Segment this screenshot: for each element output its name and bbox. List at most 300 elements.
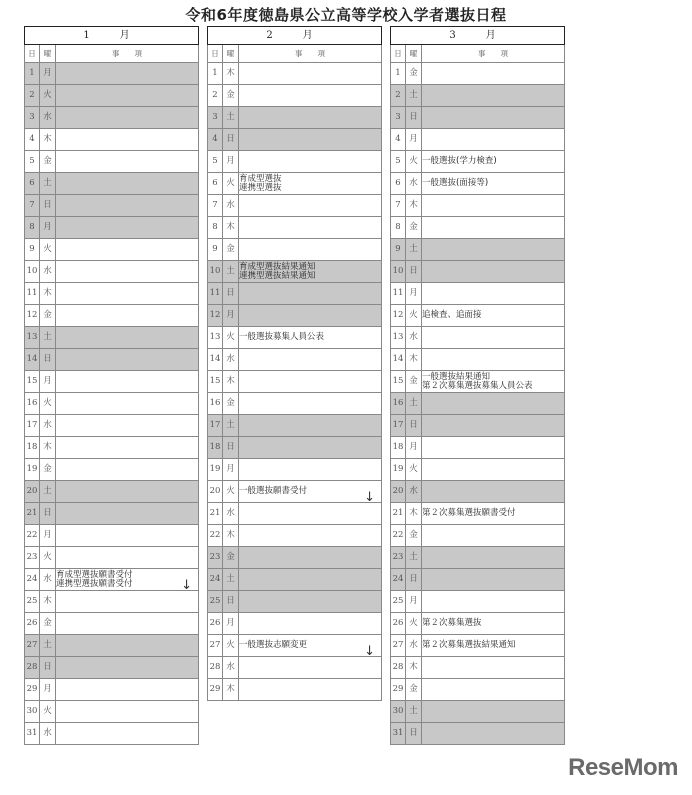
weekday: 月	[406, 437, 422, 459]
table-row	[25, 481, 199, 503]
table-row	[208, 327, 382, 349]
weekday-column-header: 曜	[406, 45, 422, 63]
event-cell	[422, 305, 565, 327]
event-text: 育成型選抜願書受付	[56, 570, 133, 580]
day-number: 28	[25, 657, 40, 679]
table-row	[391, 481, 565, 503]
down-arrow-icon: ↓	[364, 644, 375, 657]
event-cell	[422, 371, 565, 393]
calendar-february	[207, 26, 382, 701]
table-row	[391, 63, 565, 85]
table-row	[391, 547, 565, 569]
table-row	[391, 349, 565, 371]
weekday: 水	[40, 569, 56, 591]
event-cell	[239, 107, 382, 129]
table-row	[208, 305, 382, 327]
event-text: 一般選抜願書受付	[239, 486, 308, 497]
weekday: 日	[406, 569, 422, 591]
weekday: 水	[40, 415, 56, 437]
day-number: 1	[25, 63, 40, 85]
day-number: 18	[208, 437, 223, 459]
event-text: 一般選抜(学力検査)	[422, 156, 497, 167]
day-number: 7	[25, 195, 40, 217]
table-row	[25, 195, 199, 217]
day-number: 22	[208, 525, 223, 547]
weekday: 木	[40, 283, 56, 305]
weekday: 木	[223, 63, 239, 85]
table-row	[391, 217, 565, 239]
event-cell	[56, 129, 199, 151]
weekday: 日	[223, 591, 239, 613]
table-row	[391, 723, 565, 745]
table-row	[25, 679, 199, 701]
event-cell	[239, 327, 382, 349]
day-number: 14	[25, 349, 40, 371]
event-cell	[422, 393, 565, 415]
weekday: 月	[223, 613, 239, 635]
weekday: 木	[223, 371, 239, 393]
table-row	[25, 393, 199, 415]
weekday: 土	[223, 107, 239, 129]
table-row	[208, 481, 382, 503]
weekday: 金	[223, 547, 239, 569]
month-header: 3 月	[391, 27, 565, 45]
table-row	[391, 613, 565, 635]
event-cell	[239, 129, 382, 151]
day-number: 31	[25, 723, 40, 745]
event-cell	[239, 217, 382, 239]
table-row	[208, 239, 382, 261]
table-row	[25, 349, 199, 371]
table-row	[208, 415, 382, 437]
weekday: 木	[223, 679, 239, 701]
day-column-header: 日	[391, 45, 406, 63]
weekday: 日	[406, 261, 422, 283]
weekday: 金	[40, 459, 56, 481]
weekday: 火	[223, 327, 239, 349]
weekday: 土	[406, 393, 422, 415]
weekday: 火	[406, 613, 422, 635]
table-row	[25, 415, 199, 437]
down-arrow-icon: ↓	[364, 490, 375, 503]
day-number: 8	[208, 217, 223, 239]
event-cell	[239, 261, 382, 283]
event-cell	[239, 657, 382, 679]
event-cell	[56, 481, 199, 503]
table-row	[391, 239, 565, 261]
event-cell	[56, 349, 199, 371]
day-number: 3	[208, 107, 223, 129]
weekday: 金	[40, 151, 56, 173]
day-number: 8	[25, 217, 40, 239]
weekday: 火	[40, 239, 56, 261]
weekday: 月	[40, 525, 56, 547]
event-text: 第２次募集選抜	[422, 618, 482, 629]
table-row	[208, 371, 382, 393]
weekday: 火	[406, 151, 422, 173]
event-cell	[239, 481, 382, 503]
day-number: 19	[391, 459, 406, 481]
day-number: 2	[208, 85, 223, 107]
day-number: 18	[25, 437, 40, 459]
month-header: 1 月	[25, 27, 199, 45]
table-row	[391, 151, 565, 173]
event-cell	[422, 85, 565, 107]
day-number: 25	[391, 591, 406, 613]
page-title: 令和6年度徳島県公立高等学校入学者選抜日程	[185, 6, 507, 24]
event-cell	[56, 547, 199, 569]
event-cell	[56, 613, 199, 635]
table-row	[391, 393, 565, 415]
table-row	[208, 459, 382, 481]
event-text: 連携型選抜願書受付	[56, 578, 133, 589]
day-number: 10	[25, 261, 40, 283]
table-row	[25, 613, 199, 635]
day-number: 4	[25, 129, 40, 151]
table-row	[25, 591, 199, 613]
weekday: 木	[40, 129, 56, 151]
event-cell	[422, 547, 565, 569]
table-row	[208, 547, 382, 569]
event-cell	[56, 85, 199, 107]
day-number: 16	[391, 393, 406, 415]
day-number: 27	[25, 635, 40, 657]
weekday: 金	[223, 239, 239, 261]
table-row	[391, 107, 565, 129]
weekday: 金	[223, 85, 239, 107]
event-text: 育成型選抜	[239, 174, 282, 184]
event-cell	[56, 459, 199, 481]
day-number: 13	[25, 327, 40, 349]
day-number: 7	[391, 195, 406, 217]
event-column-header: 事 項	[239, 45, 382, 63]
table-row	[25, 657, 199, 679]
event-cell	[239, 85, 382, 107]
day-number: 27	[391, 635, 406, 657]
event-cell	[56, 239, 199, 261]
day-number: 24	[25, 569, 40, 591]
weekday: 土	[406, 239, 422, 261]
event-cell	[56, 415, 199, 437]
event-cell	[239, 459, 382, 481]
event-cell	[239, 613, 382, 635]
weekday: 金	[406, 525, 422, 547]
calendar-march	[390, 26, 565, 745]
weekday: 火	[223, 481, 239, 503]
day-number: 28	[391, 657, 406, 679]
weekday: 金	[406, 63, 422, 85]
table-row	[25, 723, 199, 745]
day-number: 7	[208, 195, 223, 217]
weekday: 土	[223, 415, 239, 437]
weekday: 木	[223, 525, 239, 547]
weekday: 水	[406, 481, 422, 503]
table-row	[25, 503, 199, 525]
table-row	[391, 85, 565, 107]
table-row	[25, 701, 199, 723]
table-row	[391, 195, 565, 217]
event-cell	[239, 437, 382, 459]
day-number: 10	[208, 261, 223, 283]
weekday-column-header: 曜	[40, 45, 56, 63]
day-number: 24	[208, 569, 223, 591]
table-row	[208, 657, 382, 679]
event-cell	[56, 525, 199, 547]
event-cell	[239, 415, 382, 437]
event-text: 第２次募集選抜結果通知	[422, 640, 516, 651]
weekday: 土	[223, 261, 239, 283]
weekday: 木	[406, 657, 422, 679]
day-number: 5	[25, 151, 40, 173]
event-cell	[56, 679, 199, 701]
day-number: 15	[208, 371, 223, 393]
table-row	[391, 437, 565, 459]
event-cell	[239, 239, 382, 261]
table-row	[391, 503, 565, 525]
weekday: 火	[40, 393, 56, 415]
weekday: 月	[40, 63, 56, 85]
table-row	[208, 151, 382, 173]
day-number: 20	[208, 481, 223, 503]
day-number: 1	[208, 63, 223, 85]
weekday: 土	[406, 85, 422, 107]
event-text: 第２次募集選抜募集人員公表	[422, 380, 533, 391]
table-row	[208, 261, 382, 283]
day-number: 18	[391, 437, 406, 459]
table-row	[391, 591, 565, 613]
weekday: 日	[406, 107, 422, 129]
table-row	[25, 305, 199, 327]
event-cell	[239, 569, 382, 591]
event-cell	[56, 305, 199, 327]
weekday: 日	[406, 415, 422, 437]
table-row	[391, 569, 565, 591]
weekday: 日	[223, 437, 239, 459]
day-number: 29	[391, 679, 406, 701]
event-cell	[422, 261, 565, 283]
day-number: 9	[208, 239, 223, 261]
day-number: 14	[391, 349, 406, 371]
table-row	[25, 635, 199, 657]
table-row	[391, 635, 565, 657]
table-row	[208, 525, 382, 547]
event-cell	[422, 569, 565, 591]
day-column-header: 日	[25, 45, 40, 63]
table-row	[25, 239, 199, 261]
table-row	[391, 261, 565, 283]
day-number: 9	[25, 239, 40, 261]
day-number: 12	[25, 305, 40, 327]
weekday: 日	[40, 657, 56, 679]
weekday: 金	[223, 393, 239, 415]
weekday: 火	[406, 305, 422, 327]
event-cell	[56, 393, 199, 415]
event-cell	[422, 503, 565, 525]
weekday: 火	[223, 173, 239, 195]
table-row	[391, 305, 565, 327]
weekday: 木	[40, 591, 56, 613]
event-cell	[239, 305, 382, 327]
event-cell	[422, 63, 565, 85]
table-row	[25, 107, 199, 129]
weekday: 金	[406, 217, 422, 239]
weekday: 土	[406, 547, 422, 569]
weekday: 月	[406, 129, 422, 151]
table-row	[208, 635, 382, 657]
weekday: 金	[406, 679, 422, 701]
event-cell	[56, 217, 199, 239]
weekday: 日	[223, 129, 239, 151]
table-row	[391, 701, 565, 723]
weekday: 水	[223, 657, 239, 679]
event-cell	[56, 151, 199, 173]
table-row	[25, 459, 199, 481]
day-number: 29	[208, 679, 223, 701]
weekday: 土	[40, 173, 56, 195]
day-number: 11	[391, 283, 406, 305]
weekday: 土	[40, 481, 56, 503]
event-cell	[239, 591, 382, 613]
day-number: 23	[208, 547, 223, 569]
weekday: 金	[40, 613, 56, 635]
event-cell	[56, 657, 199, 679]
event-cell	[56, 503, 199, 525]
day-column-header: 日	[208, 45, 223, 63]
day-number: 23	[25, 547, 40, 569]
table-row	[391, 283, 565, 305]
weekday: 木	[406, 195, 422, 217]
day-number: 19	[208, 459, 223, 481]
day-number: 5	[208, 151, 223, 173]
table-row	[25, 261, 199, 283]
table-row	[208, 437, 382, 459]
event-cell	[56, 173, 199, 195]
day-number: 12	[208, 305, 223, 327]
event-cell	[422, 283, 565, 305]
weekday: 金	[40, 305, 56, 327]
resemom-logo: ReseMom	[568, 754, 678, 781]
table-row	[208, 63, 382, 85]
table-row	[25, 151, 199, 173]
event-cell	[422, 327, 565, 349]
event-cell	[56, 107, 199, 129]
weekday: 日	[40, 195, 56, 217]
day-number: 21	[391, 503, 406, 525]
weekday: 火	[223, 635, 239, 657]
event-cell	[56, 569, 199, 591]
event-text: 連携型選抜結果通知	[239, 270, 316, 281]
table-row	[208, 613, 382, 635]
weekday: 水	[223, 349, 239, 371]
event-cell	[422, 151, 565, 173]
event-cell	[239, 635, 382, 657]
weekday: 水	[406, 327, 422, 349]
day-number: 15	[391, 371, 406, 393]
event-cell	[56, 591, 199, 613]
table-row	[25, 437, 199, 459]
weekday: 月	[40, 679, 56, 701]
table-row	[25, 547, 199, 569]
weekday-column-header: 曜	[223, 45, 239, 63]
weekday: 日	[40, 349, 56, 371]
weekday: 月	[406, 591, 422, 613]
day-number: 24	[391, 569, 406, 591]
event-cell	[239, 393, 382, 415]
event-cell	[239, 679, 382, 701]
day-number: 3	[391, 107, 406, 129]
day-number: 6	[208, 173, 223, 195]
day-number: 23	[391, 547, 406, 569]
day-number: 11	[25, 283, 40, 305]
event-cell	[422, 635, 565, 657]
event-cell	[422, 701, 565, 723]
table-row	[25, 283, 199, 305]
weekday: 木	[40, 437, 56, 459]
day-number: 13	[208, 327, 223, 349]
day-number: 17	[208, 415, 223, 437]
event-cell	[239, 63, 382, 85]
table-row	[391, 679, 565, 701]
event-cell	[422, 129, 565, 151]
day-number: 26	[391, 613, 406, 635]
event-cell	[239, 547, 382, 569]
event-cell	[56, 327, 199, 349]
day-number: 14	[208, 349, 223, 371]
weekday: 月	[223, 459, 239, 481]
weekday: 水	[406, 635, 422, 657]
day-number: 5	[391, 151, 406, 173]
event-cell	[422, 239, 565, 261]
weekday: 土	[40, 327, 56, 349]
down-arrow-icon: ↓	[181, 578, 192, 591]
weekday: 火	[406, 459, 422, 481]
weekday: 月	[223, 305, 239, 327]
weekday: 土	[40, 635, 56, 657]
event-cell	[239, 349, 382, 371]
day-number: 2	[25, 85, 40, 107]
day-number: 9	[391, 239, 406, 261]
day-number: 13	[391, 327, 406, 349]
day-number: 30	[391, 701, 406, 723]
table-row	[25, 173, 199, 195]
event-cell	[56, 723, 199, 745]
event-cell	[422, 525, 565, 547]
table-row	[208, 107, 382, 129]
event-cell	[422, 679, 565, 701]
event-cell	[56, 63, 199, 85]
day-number: 6	[25, 173, 40, 195]
day-number: 27	[208, 635, 223, 657]
table-row	[391, 129, 565, 151]
event-cell	[422, 613, 565, 635]
day-number: 2	[391, 85, 406, 107]
table-row	[208, 283, 382, 305]
event-column-header: 事 項	[56, 45, 199, 63]
event-cell	[422, 591, 565, 613]
event-cell	[422, 657, 565, 679]
day-number: 20	[25, 481, 40, 503]
weekday: 火	[40, 547, 56, 569]
event-cell	[422, 173, 565, 195]
table-row	[391, 327, 565, 349]
event-text: 育成型選抜結果通知	[239, 262, 316, 272]
event-cell	[422, 415, 565, 437]
table-row	[208, 349, 382, 371]
weekday: 月	[223, 151, 239, 173]
month-header: 2 月	[208, 27, 382, 45]
day-number: 31	[391, 723, 406, 745]
table-row	[25, 327, 199, 349]
